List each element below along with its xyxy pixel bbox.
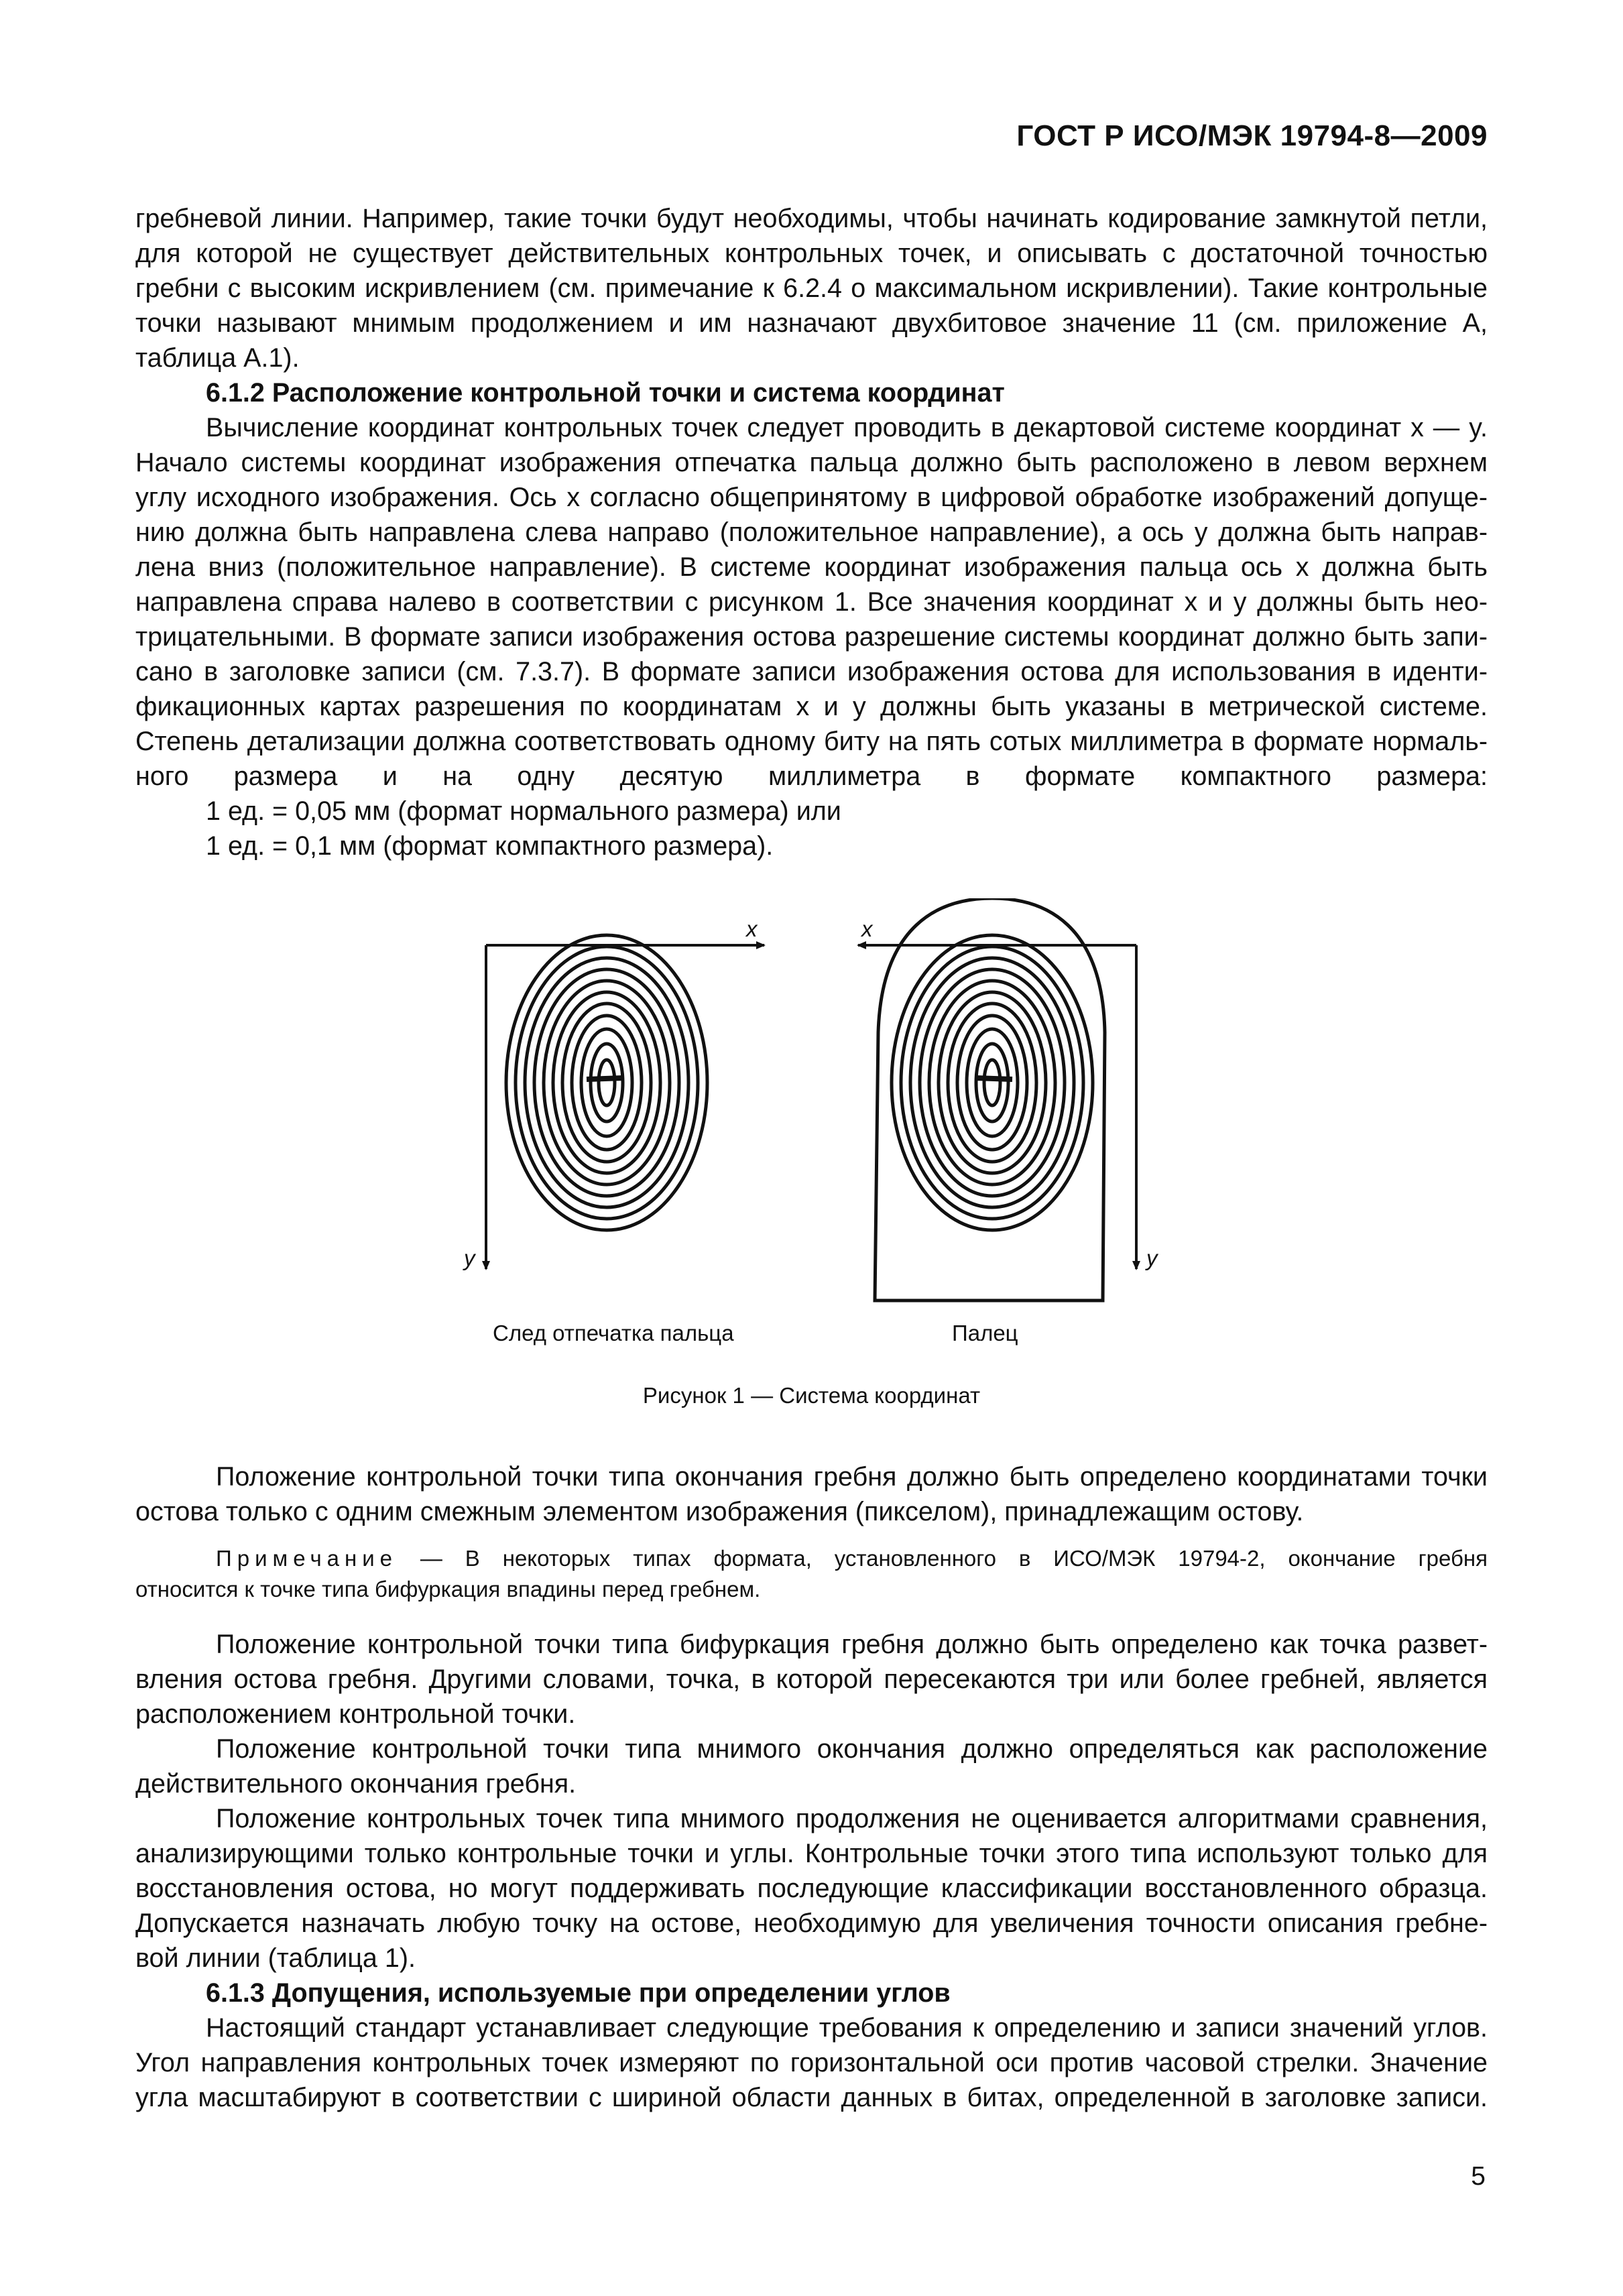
note-label: Примечание [216,1546,398,1571]
paragraph-virtual-ending [135,1732,1488,1801]
text-line: Положение контрольной точки типа бифуркация гребня должно быть определено как точка развет- [216,1630,1488,1659]
figure-label-finger: Палец [952,1321,1018,1345]
note-line: относится к точке типа бифуркация впадины перед гребнем. [135,1577,761,1602]
paragraph-ridge-ending [135,1459,1488,1529]
text-line: Угол направления контрольных точек измеряют по горизонтальной оси против часовой стрелки. Значение [135,2048,1488,2077]
text-line: нию должна быть направлена слева направо (положительное направление), а ось y должна быть направ- [135,518,1488,547]
text-line: таблица А.1). [135,343,300,373]
text-line: угла масштабируют в соответствии с шириной области данных в битах, определенной в заголовке записи. [135,2083,1488,2112]
section-6-1-3 [135,1976,1488,2115]
text-line: гребневой линии. Например, такие точки будут необходимы, чтобы начинать кодирование замкнутой петли, [135,204,1488,233]
note-text: — В некоторых типах формата, установленного в ИСО/МЭК 19794-2, окончание гребня [398,1546,1488,1571]
note-line [135,1543,1488,1574]
text-line: лена вниз (положительное направление). В системе координат изображения пальца ось x должна быть [135,552,1488,582]
figure-coordinate-system [429,898,1234,1368]
page-number: 5 [1471,2162,1486,2191]
text-line: фикационных картах разрешения по координатам x и y должны быть указаны в метрической системе. [135,692,1488,721]
section-6-1-2 [135,375,1488,863]
paragraph-virtual-continuation [135,1801,1488,1976]
finger-image [858,898,1136,1301]
text-line: точки называют мнимым продолжением и им назначают двухбитовое значение 11 (см. приложение А, [135,308,1488,338]
figure-caption: Рисунок 1 — Система координат [642,1383,981,1408]
text-line: вой линии (таблица 1). [135,1943,416,1973]
text-line: восстановления остова, но могут поддерживать последующие классификации восстановленного образца. [135,1874,1488,1903]
text-line: Степень детализации должна соответствовать одному биту на пять сотых миллиметра в формате нормаль- [135,727,1488,756]
document-header-id: ГОСТ Р ИСО/МЭК 19794-8—2009 [1016,119,1488,152]
axis-y-label-right: y [1146,1246,1158,1270]
axis-y-label-left: y [464,1246,475,1270]
text-line: вления остова гребня. Другими словами, точка, в которой пересекаются три или более гребней, является [135,1665,1488,1694]
section-heading: 6.1.2 Расположение контрольной точки и система координат [206,378,1005,408]
text-line: расположением контрольной точки. [135,1699,576,1729]
note [135,1543,1488,1605]
figure-label-fingerprint: След отпечатка пальца [493,1321,734,1345]
text-line: углу исходного изображения. Ось x согласно общепринятому в цифровой обработке изображений допуще- [135,483,1488,512]
text-line: анализирующими только контрольные точки и углы. Контрольные точки этого типа используют только для [135,1839,1488,1868]
fingerprint-impression-image [486,935,764,1269]
section-heading: 6.1.3 Допущения, используемые при определении углов [206,1978,951,2008]
text-line: сано в заголовке записи (см. 7.3.7). В формате записи изображения остова для использования в иденти- [135,657,1488,686]
unit-normal: 1 ед. = 0,05 мм (формат нормального размера) или [206,796,841,826]
text-line: гребни с высоким искривлением (см. примечание к 6.2.4 о максимальном искривлении). Такие контрольные [135,274,1488,303]
text-line: Положение контрольной точки типа окончания гребня должно быть определено координатами точки [216,1462,1488,1492]
text-line: для которой не существует действительных контрольных точек, и описывать с достаточной точностью [135,239,1488,268]
intro-paragraph [135,201,1488,375]
axis-x-label-left: x [746,916,758,941]
unit-compact: 1 ед. = 0,1 мм (формат компактного размера). [206,831,774,861]
text-line: Настоящий стандарт устанавливает следующие требования к определению и записи значений углов. [206,2013,1488,2043]
text-line: остова только с одним смежным элементом изображения (пикселом), принадлежащим остову. [135,1497,1304,1526]
figure-drawing [429,898,1234,1368]
text-line: действительного окончания гребня. [135,1769,577,1799]
text-line: трицательными. В формате записи изображения остова разрешение системы координат должно быть запи- [135,622,1488,652]
text-line: Положение контрольной точки типа мнимого окончания должно определяться как расположение [216,1734,1488,1764]
text-line: направлена справа налево в соответствии с рисунком 1. Все значения координат x и y должны быть нео- [135,587,1488,617]
paragraph-bifurcation [135,1627,1488,1732]
text-line: ного размера и на одну десятую миллиметра в формате компактного размера: [135,762,1488,791]
axis-x-label-right: x [861,916,873,941]
text-line: Вычисление координат контрольных точек следует проводить в декартовой системе координат x — y. [206,413,1488,442]
text-line: Начало системы координат изображения отпечатка пальца должно быть расположено в левом верхнем [135,448,1488,477]
text-line: Положение контрольных точек типа мнимого продолжения не оценивается алгоритмами сравнения, [216,1804,1488,1833]
text-line: Допускается назначать любую точку на остове, необходимую для увеличения точности описания гребне- [135,1909,1488,1938]
